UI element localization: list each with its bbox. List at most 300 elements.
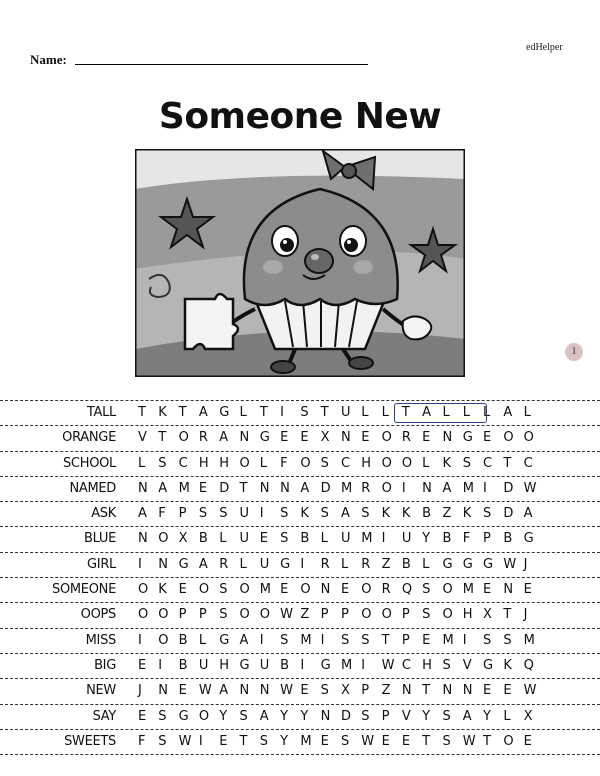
grid-letter[interactable]: D [219,480,230,496]
puzzle-row [0,628,600,653]
grid-letter[interactable]: P [178,506,187,522]
grid-letter[interactable]: E [523,733,532,749]
grid-letter[interactable]: O [300,582,311,598]
grid-letter[interactable]: P [198,607,207,623]
grid-letter[interactable]: A [442,480,452,496]
grid-letter[interactable]: E [340,582,350,598]
grid-letter[interactable]: E [198,480,208,496]
grid-letter[interactable]: P [178,607,187,623]
grid-letter[interactable]: I [138,556,142,572]
grid-letter[interactable]: I [462,632,467,648]
grid-letter[interactable]: T [503,607,512,623]
grid-letter[interactable]: Y [280,708,289,724]
grid-letter[interactable]: K [158,582,167,598]
grid-letter[interactable]: I [158,657,163,673]
grid-letter[interactable]: Y [422,531,431,547]
grid-letter[interactable]: Y [483,708,491,724]
grid-letter[interactable]: C [178,455,188,471]
grid-letter[interactable]: E [422,632,431,648]
puzzle-row [0,476,600,501]
grid-letter[interactable]: U [239,531,249,547]
grid-letter[interactable]: K [401,506,411,522]
grid-letter[interactable]: H [422,657,432,673]
puzzle-row [0,552,600,577]
grid-letter[interactable]: O [503,733,514,749]
grid-letter[interactable]: M [462,480,474,496]
grid-letter[interactable]: T [259,405,268,420]
grid-letter[interactable]: S [361,708,370,724]
grid-letter[interactable]: O [259,607,271,623]
grid-letter[interactable]: L [320,531,328,547]
grid-letter[interactable]: H [198,455,209,471]
grid-letter[interactable]: D [320,480,331,496]
grid-letter[interactable]: N [259,683,270,699]
grid-letter[interactable]: E [422,430,431,446]
grid-letter[interactable]: T [158,430,167,446]
grid-letter[interactable]: Q [401,582,413,598]
grid-letter[interactable]: T [483,733,491,749]
grid-letter[interactable]: A [198,405,208,420]
grid-letter[interactable]: B [178,632,188,648]
letter-strip [138,506,544,521]
grid-letter[interactable]: H [219,455,229,471]
grid-letter[interactable]: S [483,632,492,648]
grid-letter[interactable]: A [219,683,229,699]
grid-letter[interactable]: L [361,405,369,420]
grid-letter[interactable]: M [361,531,373,547]
grid-letter[interactable]: O [300,455,311,471]
grid-letter[interactable]: K [300,506,309,522]
grid-letter[interactable]: X [320,430,330,446]
grid-letter[interactable]: O [158,607,169,623]
grid-letter[interactable]: N [462,683,473,699]
grid-letter[interactable]: G [280,556,291,572]
grid-letter[interactable]: O [523,430,534,446]
grid-letter[interactable]: O [158,531,169,547]
grid-letter[interactable]: Y [300,708,309,724]
grid-letter[interactable]: O [138,607,149,623]
grid-letter[interactable]: S [320,683,329,699]
grid-letter[interactable]: A [462,708,472,724]
grid-letter[interactable]: N [401,683,412,699]
grid-letter[interactable]: A [422,405,432,420]
grid-letter[interactable]: N [158,556,169,572]
grid-letter[interactable]: N [442,683,453,699]
page-number-badge: 1 [565,343,583,361]
grid-letter[interactable]: G [320,657,331,673]
grid-letter[interactable]: S [320,506,329,522]
grid-letter[interactable]: K [462,506,472,522]
grid-letter[interactable]: L [422,556,430,572]
grid-letter[interactable]: E [401,733,411,749]
grid-letter[interactable]: X [178,531,188,547]
grid-letter[interactable]: V [138,430,147,446]
target-word: NEW [86,683,116,699]
grid-letter[interactable]: P [401,607,410,623]
grid-letter[interactable]: U [401,531,412,547]
grid-letter[interactable]: O [239,455,250,471]
grid-letter[interactable]: H [361,455,372,471]
grid-letter[interactable]: M [300,733,312,749]
grid-letter[interactable]: F [158,506,166,522]
grid-letter[interactable]: O [198,582,210,598]
grid-letter[interactable]: O [381,430,392,446]
grid-letter[interactable]: N [138,480,148,496]
grid-letter[interactable]: E [178,582,187,598]
grid-letter[interactable]: K [503,657,512,673]
grid-letter[interactable]: K [442,455,451,471]
grid-letter[interactable]: E [300,683,309,699]
grid-letter[interactable]: A [198,556,208,572]
puzzle-row [0,577,600,602]
grid-letter[interactable]: I [300,657,305,673]
letter-strip [138,709,544,724]
grid-letter[interactable]: N [239,683,250,699]
grid-letter[interactable]: M [462,582,474,598]
grid-letter[interactable]: W [523,480,537,496]
grid-letter[interactable]: N [320,708,331,724]
grid-letter[interactable]: Q [523,657,534,673]
grid-letter[interactable]: W [280,683,293,699]
grid-letter[interactable]: O [239,607,250,623]
name-line[interactable] [75,64,368,65]
grid-letter[interactable]: F [462,531,471,547]
grid-letter[interactable]: O [442,582,453,598]
grid-letter[interactable]: S [462,455,472,471]
grid-letter[interactable]: P [401,632,410,648]
grid-letter[interactable]: G [219,632,230,648]
grid-letter[interactable]: L [422,455,430,471]
grid-letter[interactable]: S [219,506,228,522]
grid-letter[interactable]: S [361,506,370,522]
grid-letter[interactable]: U [259,556,270,572]
grid-letter[interactable]: E [503,683,512,699]
grid-letter[interactable]: U [340,531,351,547]
grid-letter[interactable]: N [503,582,514,598]
grid-letter[interactable]: P [483,531,491,547]
grid-letter[interactable]: S [422,607,431,623]
grid-letter[interactable]: E [259,531,268,547]
grid-letter[interactable]: W [523,683,537,699]
grid-letter[interactable]: Y [219,708,228,724]
grid-letter[interactable]: B [422,506,432,522]
grid-letter[interactable]: A [158,480,168,496]
grid-letter[interactable]: R [361,556,371,572]
grid-letter[interactable]: I [300,556,305,572]
grid-letter[interactable]: E [280,582,289,598]
letter-strip [138,557,544,572]
grid-letter[interactable]: E [483,430,492,446]
grid-letter[interactable]: S [239,708,248,724]
grid-letter[interactable]: N [340,430,351,446]
grid-letter[interactable]: L [138,455,146,471]
grid-letter[interactable]: N [138,531,148,547]
cupcake-illustration [135,149,465,377]
grid-letter[interactable]: O [361,607,372,623]
grid-letter[interactable]: I [259,632,264,648]
grid-letter[interactable]: S [280,531,289,547]
grid-letter[interactable]: O [239,582,250,598]
grid-letter[interactable]: B [280,657,289,673]
grid-letter[interactable]: A [219,430,229,446]
grid-letter[interactable]: K [381,506,391,522]
grid-letter[interactable]: T [422,683,431,699]
grid-letter[interactable]: O [158,632,169,648]
grid-letter[interactable]: B [198,531,208,547]
grid-letter[interactable]: V [401,708,411,724]
grid-letter[interactable]: S [219,607,228,623]
grid-letter[interactable]: G [483,657,494,673]
grid-letter[interactable]: W [361,733,375,749]
grid-letter[interactable]: S [158,455,167,471]
grid-letter[interactable]: T [239,480,248,496]
grid-letter[interactable]: C [523,455,533,471]
grid-letter[interactable]: N [239,430,250,446]
grid-letter[interactable]: O [361,582,372,598]
grid-letter[interactable]: Z [300,607,310,623]
grid-letter[interactable]: L [239,556,247,572]
grid-letter[interactable]: U [198,657,209,673]
grid-letter[interactable]: S [422,582,431,598]
grid-letter[interactable]: Z [381,683,391,699]
grid-letter[interactable]: E [381,733,390,749]
grid-letter[interactable]: I [259,506,264,522]
grid-letter[interactable]: L [219,531,227,547]
grid-letter[interactable]: A [523,506,533,522]
grid-letter[interactable]: B [442,531,452,547]
grid-letter[interactable]: B [178,657,188,673]
letter-strip [138,531,544,546]
grid-letter[interactable]: U [340,405,351,420]
grid-letter[interactable]: I [320,632,325,648]
grid-letter[interactable]: G [462,430,473,446]
grid-letter[interactable]: J [138,683,142,699]
grid-letter[interactable]: N [320,582,331,598]
grid-letter[interactable]: C [401,657,411,673]
grid-letter[interactable]: S [158,733,167,749]
grid-letter[interactable]: E [178,683,187,699]
grid-letter[interactable]: R [361,480,371,496]
grid-letter[interactable]: T [320,405,329,420]
grid-letter[interactable]: S [340,733,350,749]
grid-letter[interactable]: E [483,683,492,699]
grid-letter[interactable]: M [178,480,190,496]
grid-letter[interactable]: Y [280,733,289,749]
target-word: OOPS [80,607,116,623]
grid-letter[interactable]: S [340,632,350,648]
grid-letter[interactable]: N [280,480,290,496]
grid-letter[interactable]: E [219,733,228,749]
grid-letter[interactable]: F [280,455,288,471]
grid-letter[interactable]: I [401,480,406,496]
grid-letter[interactable]: I [483,480,487,496]
grid-letter[interactable]: E [483,582,492,598]
grid-letter[interactable]: E [523,582,532,598]
grid-letter[interactable]: A [259,708,269,724]
target-word: MISS [85,632,116,648]
grid-letter[interactable]: S [158,708,167,724]
grid-letter[interactable]: L [259,455,268,471]
grid-letter[interactable]: R [219,556,229,572]
grid-letter[interactable]: G [442,556,453,572]
grid-letter[interactable]: O [503,430,514,446]
grid-letter[interactable]: T [178,405,187,420]
grid-letter[interactable]: M [442,632,454,648]
grid-letter[interactable]: E [280,430,289,446]
grid-letter[interactable]: I [361,657,366,673]
grid-letter[interactable]: G [178,708,189,724]
grid-letter[interactable]: W [503,556,517,572]
grid-letter[interactable]: S [442,657,451,673]
grid-letter[interactable]: L [523,405,531,420]
grid-letter[interactable]: O [198,708,210,724]
grid-letter[interactable]: R [198,430,208,446]
grid-letter[interactable]: A [340,506,350,522]
grid-letter[interactable]: E [138,657,147,673]
grid-letter[interactable]: S [483,506,492,522]
grid-letter[interactable]: L [198,632,207,648]
grid-letter[interactable]: B [503,531,513,547]
grid-letter[interactable]: K [158,405,167,420]
grid-letter[interactable]: E [361,430,370,446]
grid-letter[interactable]: O [381,480,392,496]
grid-letter[interactable]: G [259,430,270,446]
grid-letter[interactable]: L [483,405,491,420]
grid-letter[interactable]: M [340,480,353,496]
grid-letter[interactable]: T [422,733,431,749]
grid-letter[interactable]: N [158,683,169,699]
grid-letter[interactable]: S [219,582,228,598]
grid-letter[interactable]: T [401,405,410,420]
grid-letter[interactable]: X [483,607,492,623]
grid-letter[interactable]: L [462,405,470,420]
grid-letter[interactable]: B [401,556,411,572]
grid-letter[interactable]: E [138,708,147,724]
grid-letter[interactable]: G [462,556,473,572]
grid-letter[interactable]: A [138,506,147,522]
grid-letter[interactable]: R [381,582,391,598]
grid-letter[interactable]: M [340,657,353,673]
grid-letter[interactable]: W [178,733,192,749]
grid-letter[interactable]: Y [422,708,431,724]
grid-letter[interactable]: T [138,405,146,420]
grid-letter[interactable]: F [138,733,146,749]
grid-letter[interactable]: H [462,607,473,623]
grid-letter[interactable]: G [178,556,189,572]
grid-letter[interactable]: Z [381,556,391,572]
grid-letter[interactable]: I [198,733,203,749]
grid-letter[interactable]: L [442,405,450,420]
grid-letter[interactable]: D [340,708,351,724]
grid-letter[interactable]: M [259,582,271,598]
grid-letter[interactable]: P [340,607,349,623]
grid-letter[interactable]: A [503,405,513,420]
grid-letter[interactable]: N [259,480,270,496]
grid-letter[interactable]: G [483,556,494,572]
grid-letter[interactable]: M [300,632,312,648]
grid-letter[interactable]: L [340,556,349,572]
grid-letter[interactable]: I [138,632,142,648]
grid-letter[interactable]: N [442,430,453,446]
grid-letter[interactable]: J [523,607,528,623]
grid-letter[interactable]: U [239,506,249,522]
grid-letter[interactable]: A [300,480,310,496]
grid-letter[interactable]: C [340,455,351,471]
grid-letter[interactable]: T [503,455,512,471]
grid-letter[interactable]: L [381,405,389,420]
grid-letter[interactable]: N [422,480,432,496]
grid-letter[interactable]: O [442,607,453,623]
grid-letter[interactable]: E [300,430,309,446]
grid-letter[interactable]: I [381,531,386,547]
grid-letter[interactable]: S [198,506,208,522]
found-word-highlight [394,403,487,423]
grid-letter[interactable]: G [523,531,534,547]
grid-letter[interactable]: V [462,657,472,673]
grid-letter[interactable]: G [239,657,250,673]
grid-letter[interactable]: W [462,733,476,749]
grid-letter[interactable]: X [523,708,533,724]
grid-letter[interactable]: S [300,405,309,420]
grid-letter[interactable]: W [198,683,212,699]
grid-letter[interactable]: D [503,480,514,496]
grid-letter[interactable]: X [340,683,350,699]
letter-strip [138,481,544,496]
grid-letter[interactable]: S [442,708,451,724]
page-title: Someone New [158,96,442,137]
grid-letter[interactable]: S [442,733,451,749]
grid-letter[interactable]: J [523,556,528,572]
grid-letter[interactable]: L [239,405,247,420]
grid-letter[interactable]: A [239,632,249,648]
grid-letter[interactable]: O [178,430,189,446]
grid-letter[interactable]: S [259,733,269,749]
grid-letter[interactable]: O [138,582,149,598]
grid-letter[interactable]: O [381,607,392,623]
grid-letter[interactable]: R [320,556,330,572]
target-word: BIG [94,657,116,673]
grid-letter[interactable]: E [320,733,329,749]
grid-letter[interactable]: P [320,607,329,623]
grid-letter[interactable]: O [401,455,413,471]
grid-letter[interactable]: S [503,632,512,648]
grid-letter[interactable]: O [381,455,392,471]
name-label: Name: [30,52,67,67]
grid-letter[interactable]: P [361,683,370,699]
grid-letter[interactable]: T [381,632,390,648]
grid-letter[interactable]: P [381,708,390,724]
grid-letter[interactable]: B [300,531,310,547]
grid-letter[interactable]: M [523,632,535,648]
grid-letter[interactable]: L [503,708,511,724]
grid-letter[interactable]: S [280,632,289,648]
grid-letter[interactable]: G [219,405,230,420]
grid-letter[interactable]: S [280,506,289,522]
grid-letter[interactable]: Z [442,506,452,522]
grid-letter[interactable]: D [503,506,514,522]
grid-letter[interactable]: S [320,455,329,471]
grid-letter[interactable]: W [280,607,293,623]
grid-letter[interactable]: S [361,632,370,648]
puzzle-row [0,729,600,755]
grid-letter[interactable]: R [401,430,411,446]
grid-letter[interactable]: T [239,733,248,749]
grid-letter[interactable]: H [219,657,229,673]
grid-letter[interactable]: U [259,657,270,673]
grid-letter[interactable]: C [483,455,493,471]
grid-letter[interactable]: W [381,657,395,673]
grid-letter[interactable]: I [280,405,284,420]
